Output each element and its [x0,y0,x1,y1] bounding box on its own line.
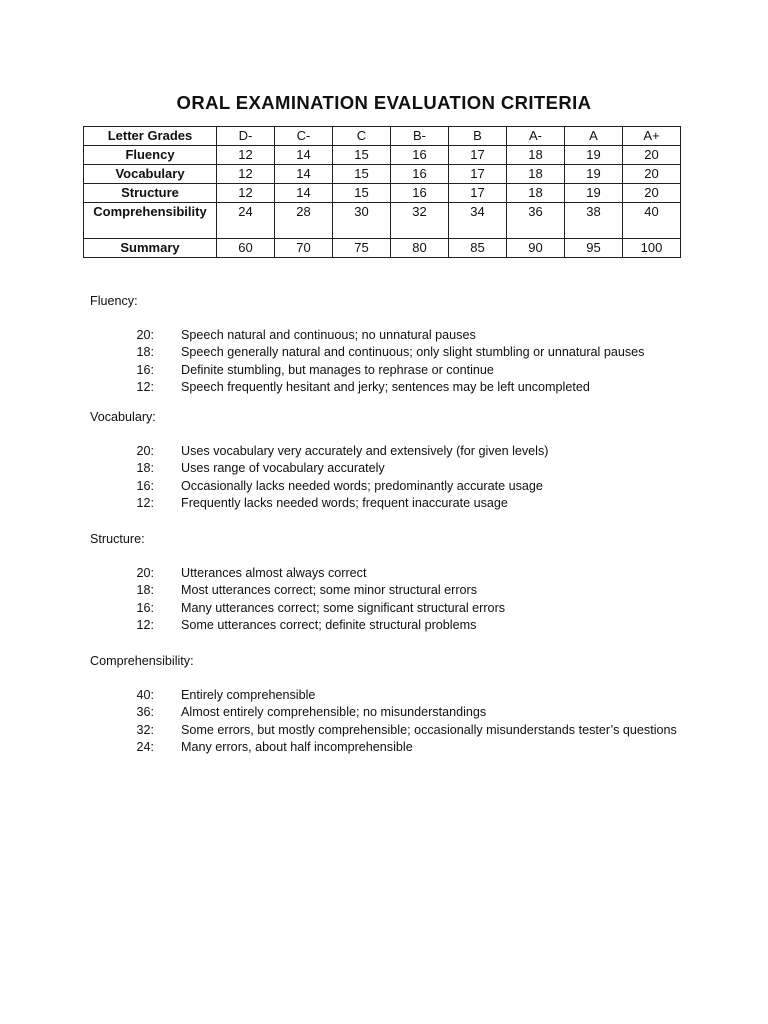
row-label-cell: Summary [84,239,217,258]
table-cell: 60 [217,239,275,258]
table-row-comprehensibility [84,203,681,239]
table-cell: 95 [565,239,623,258]
table-cell: 15 [333,146,391,165]
criteria-item [90,687,730,704]
criteria-text: Occasionally lacks needed words; predominantly accurate usage [181,478,543,493]
grade-header-cell: A [565,127,623,146]
criteria-score: 16: [136,362,154,377]
criteria-list [90,327,730,396]
header-label-cell: Letter Grades [84,127,217,146]
table-cell: 20 [623,184,681,203]
grade-header-cell: C- [275,127,333,146]
table-cell: 12 [217,184,275,203]
criteria-score: 40: [136,688,154,702]
table-cell: 17 [449,146,507,165]
table-cell: 100 [623,239,681,258]
grade-header-cell: D- [217,127,275,146]
table-cell: 75 [333,239,391,258]
criteria-score: 20: [136,328,154,342]
section-heading: Fluency: [90,294,138,308]
criteria-item [90,344,730,361]
table-cell: 24 [217,203,275,239]
table-cell: 19 [565,146,623,165]
table-cell: 18 [507,165,565,184]
criteria-score: 12: [136,495,154,510]
table-cell: 17 [449,184,507,203]
criteria-list [90,443,730,512]
table-cell: 12 [217,146,275,165]
criteria-score: 12: [136,379,154,394]
table-cell: 30 [333,203,391,239]
table-cell: 16 [391,146,449,165]
criteria-text: Frequently lacks needed words; frequent inaccurate usage [181,495,508,510]
criteria-item [90,495,730,512]
table-cell: 85 [449,239,507,258]
grade-header-cell: B [449,127,507,146]
criteria-item [90,327,730,344]
table-cell: 15 [333,184,391,203]
table-cell: 19 [565,184,623,203]
table-cell: 34 [449,203,507,239]
criteria-text: Many utterances correct; some significant structural errors [181,600,506,615]
table-cell: 16 [391,165,449,184]
row-label-cell: Comprehensibility [84,203,217,239]
section-vocabulary [90,409,730,512]
criteria-score: 20: [136,566,154,580]
criteria-score: 24: [136,739,154,754]
table-cell: 16 [391,184,449,203]
section-heading: Comprehensibility: [90,654,194,668]
criteria-text: Some errors, but mostly comprehensible; occasionally misunderstands tester’s questions [181,722,677,737]
table-cell: 14 [275,146,333,165]
table-cell: 90 [507,239,565,258]
row-label-cell: Vocabulary [84,165,217,184]
criteria-text: Definite stumbling, but manages to rephrase or continue [181,362,494,377]
criteria-item [90,704,730,721]
section-comprehensibility [90,653,730,756]
criteria-score: 18: [136,345,154,360]
criteria-text: Speech generally natural and continuous; only slight stumbling or unnatural pauses [181,345,645,360]
table-row-vocabulary [84,165,681,184]
criteria-item [90,617,730,634]
criteria-item [90,739,730,756]
table-cell: 14 [275,165,333,184]
table-row-summary [84,239,681,258]
table-cell: 19 [565,165,623,184]
criteria-list [90,565,730,634]
criteria-text: Entirely comprehensible [181,688,316,702]
criteria-score: 32: [136,722,154,737]
table-header-row [84,127,681,146]
table-cell: 20 [623,165,681,184]
criteria-score: 18: [136,583,154,598]
criteria-text: Uses vocabulary very accurately and extensively (for given levels) [181,444,549,458]
table-cell: 32 [391,203,449,239]
table-row-fluency [84,146,681,165]
table-cell: 14 [275,184,333,203]
grade-header-cell: C [333,127,391,146]
criteria-item [90,582,730,599]
criteria-score: 20: [136,444,154,458]
table-row-structure [84,184,681,203]
table-cell: 80 [391,239,449,258]
grade-header-cell: A+ [623,127,681,146]
table-cell: 12 [217,165,275,184]
section-heading: Structure: [90,532,145,546]
criteria-text: Most utterances correct; some minor structural errors [181,583,478,598]
section-structure [90,531,730,634]
table-cell: 70 [275,239,333,258]
criteria-text: Speech frequently hesitant and jerky; sentences may be left uncompleted [181,379,590,394]
table-cell: 40 [623,203,681,239]
page-title: ORAL EXAMINATION EVALUATION CRITERIA [176,92,592,113]
grades-table [83,126,681,258]
table-cell: 28 [275,203,333,239]
criteria-item [90,478,730,495]
criteria-item [90,600,730,617]
criteria-text: Almost entirely comprehensible; no misunderstandings [181,705,487,720]
criteria-item [90,379,730,396]
table-cell: 18 [507,184,565,203]
criteria-text: Many errors, about half incomprehensible [181,739,413,754]
section-heading: Vocabulary: [90,410,156,424]
criteria-text: Some utterances correct; definite structural problems [181,617,477,632]
criteria-score: 16: [136,478,154,493]
criteria-list [90,687,730,756]
criteria-text: Utterances almost always correct [181,566,367,580]
table-cell: 38 [565,203,623,239]
table-cell: 18 [507,146,565,165]
section-fluency [90,293,730,396]
criteria-text: Uses range of vocabulary accurately [181,461,385,476]
criteria-score: 36: [136,705,154,720]
table-cell: 17 [449,165,507,184]
table-cell: 36 [507,203,565,239]
criteria-item [90,460,730,477]
criteria-item [90,362,730,379]
criteria-score: 16: [136,600,154,615]
table-cell: 15 [333,165,391,184]
table-cell: 20 [623,146,681,165]
criteria-score: 18: [136,461,154,476]
row-label-cell: Fluency [84,146,217,165]
criteria-score: 12: [136,617,154,632]
grade-header-cell: A- [507,127,565,146]
criteria-item [90,443,730,460]
grade-header-cell: B- [391,127,449,146]
row-label-cell: Structure [84,184,217,203]
criteria-item [90,565,730,582]
criteria-item [90,722,730,739]
criteria-text: Speech natural and continuous; no unnatural pauses [181,328,476,342]
